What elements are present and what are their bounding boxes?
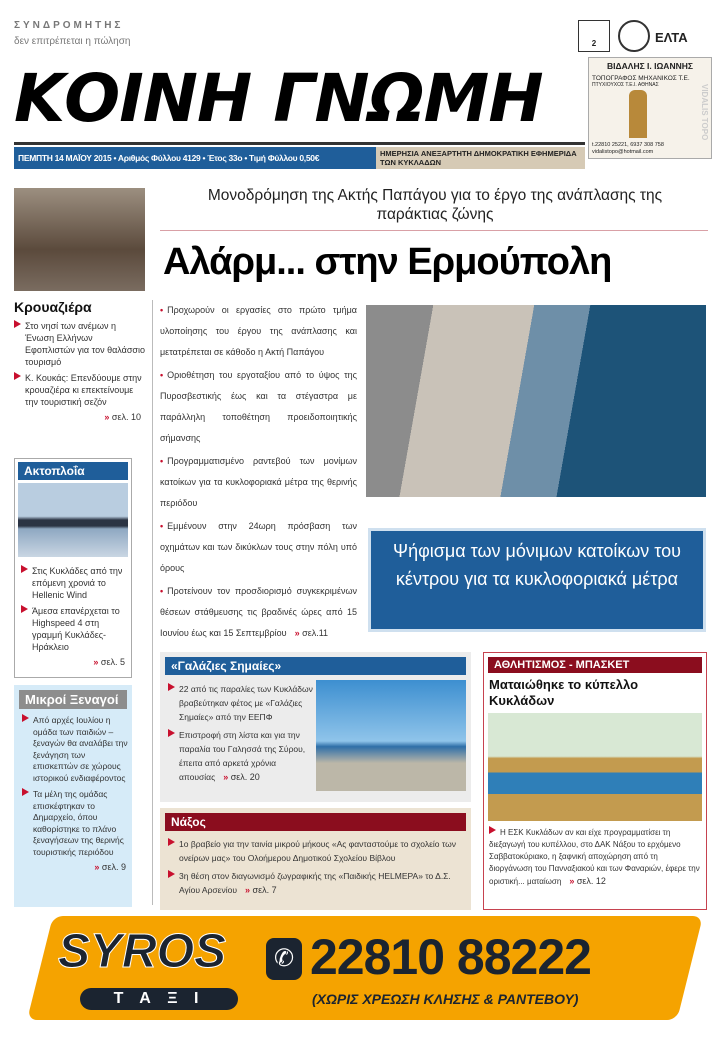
phone-icon: ✆ — [266, 938, 302, 980]
masthead-rule — [14, 142, 585, 145]
basketball-photo — [488, 713, 702, 821]
guides-item[interactable]: Από αρχές Ιουλίου η ομάδα των παιδιών – ξεναγών θα αναλάβει την ξενάγηση των επισκεπτών σε χώρους ιστορικού ενδιαφέροντος — [22, 714, 129, 784]
elta-logo: ΕΛΤΑ — [655, 30, 688, 45]
not-for-sale-label: δεν επιτρέπεται η πώληση — [14, 36, 131, 47]
ad-name: ΒΙΔΑΛΗΣ Ι. ΙΩΑΝΝΗΣ — [607, 61, 693, 71]
ad-phone: t.22810 25221, 6937 308 758 — [592, 142, 664, 148]
main-bullet: • Εμμένουν στην 24ωρη πρόσβαση των οχημάτων και των δικύκλων τους στην πόλη υπό όρους — [160, 516, 357, 579]
ad-email: vidalistopo@hotmail.com — [592, 149, 654, 155]
sports-box — [483, 652, 707, 910]
cruise-section — [14, 298, 145, 422]
cruise-item[interactable]: Κ. Κουκάς: Επενδύουμε στην κρουαζιέρα κι επεκτείνουμε την τουριστική σεζόν — [14, 372, 145, 408]
subscriber-label: ΣΥΝΔΡΟΜΗΤΗΣ — [14, 20, 124, 31]
taxi-note: (ΧΩΡΙΣ ΧΡΕΩΣΗ ΚΛΗΣΗΣ & ΡΑΝΤΕΒΟΥ) — [312, 991, 579, 1007]
arrow-icon — [21, 605, 28, 613]
postage-paid-logo — [578, 20, 610, 52]
arrow-icon — [168, 683, 175, 691]
resolution-box: Ψήφισμα των μόνιμων κατοίκων του κέντρου για τα κυκλοφοριακά μέτρα — [368, 528, 706, 632]
postage-number: 2 — [591, 39, 597, 48]
taxi-phone[interactable]: 22810 88222 — [310, 929, 591, 985]
naxos-item[interactable]: 1ο βραβείο για την ταινία μικρού μήκους «Ας φανταστούμε το σχολείο των ονείρων μας» του Ολοήμερου Δημοτικού Σχολείου Βίβλου — [168, 837, 465, 865]
main-bullet: • Προγραμματισμένο ραντεβού των μονίμων κατοίκων για τα κυκλοφοριακά μέτρα της θερινής περιόδου — [160, 451, 357, 514]
ferries-page-link[interactable]: » σελ. 5 — [93, 657, 125, 667]
arrow-icon — [168, 838, 175, 846]
naxos-item[interactable]: 3η θέση στον διαγωνισμό ζωγραφικής της «Παιδικής HELMEPA» το Δ.Σ. Αγίου Αρσενίου » σελ. 7 — [168, 869, 465, 897]
main-bullet: • Προχωρούν οι εργασίες στο πρώτο τμήμα υλοποίησης του έργου της ανάπλασης και μετατρέπεται σε κάθοδο η Ακτή Παπάγου — [160, 300, 357, 363]
sports-text: Η ΕΣΚ Κυκλάδων αν και είχε προγραμματίσει τη διεξαγωγή του κυπέλλου, στο ΔΑΚ Νάξου το ερχόμενο Σαββατοκύριακο, η ξαφνική αποχώρηση από τη διοργάνωση του Πανναξιακού και των Φαναριών, έφερε την οριστική... ματαίωση — [489, 828, 700, 886]
arrow-icon — [168, 870, 175, 878]
cruise-photo — [14, 188, 145, 291]
ferries-title: Ακτοπλοΐα — [18, 462, 128, 480]
ferries-box — [14, 458, 132, 678]
sports-text-block — [489, 826, 701, 888]
ferries-item[interactable]: Στις Κυκλάδες από την επόμενη χρονιά το Hellenic Wind — [21, 565, 128, 601]
masthead-title: ΚΟΙΝΗ ΓΝΩΜΗ — [14, 60, 543, 137]
arrow-icon — [489, 826, 496, 834]
ad-brand: VIDALIS TOPO — [700, 84, 709, 141]
arrow-icon — [22, 788, 29, 796]
subhead-rule — [160, 230, 708, 231]
blue-flags-title: «Γαλάζιες Σημαίες» — [165, 657, 466, 675]
main-bullet: • Οριοθέτηση του εργοταξίου από το ύψος της Πυροσβεστικής έως και τα στέγαστρα με παράλληλη τοποθέτηση προειδοποιητικής σήμανσης — [160, 365, 357, 449]
arrow-icon — [21, 565, 28, 573]
arrow-icon — [14, 372, 21, 380]
sports-page-link[interactable]: » σελ. 12 — [569, 876, 606, 886]
surveyor-ad — [588, 57, 712, 159]
cruise-page-link[interactable]: » σελ. 10 — [104, 412, 141, 422]
waterfront-photo — [366, 305, 706, 497]
main-subhead: Μονοδρόμηση της Ακτής Παπάγου για το έργο της ανάπλασης της παράκτιας ζώνης — [207, 187, 663, 223]
main-bullet-last — [160, 581, 357, 644]
ad-degree: ΠΤΥΧΙΟΥΧΟΣ Τ.Ε.Ι. ΑΘΗΝΑΣ — [592, 82, 659, 88]
cruise-title: Κρουαζιέρα — [14, 299, 92, 315]
blue-flags-box — [160, 652, 471, 802]
guides-item[interactable]: Τα μέλη της ομάδας επισκέφτηκαν το Δημαρχείο, όπου καθορίστηκε το πλάνο ξεναγήσεων της θερινής τουριστικής περιόδου — [22, 788, 129, 858]
guides-page-link[interactable]: » σελ. 9 — [94, 862, 126, 872]
cruise-item[interactable]: Στο νησί των ανέμων η Ένωση Ελλήνων Εφοπλιστών για τον θαλάσσιο τουρισμό — [14, 320, 145, 368]
surveyor-figure-icon — [629, 90, 647, 138]
main-bullet: Προτείνουν τον προσδιορισμό συγκεκριμένων θέσεων στάθμευσης τις βραδινές ώρες από 15 Ιουνίου έως και 15 Σεπτεμβρίου — [160, 586, 357, 638]
guides-title: Μικροί Ξεναγοί — [19, 690, 127, 709]
sports-section: ΑΘΛΗΤΙΣΜΟΣ - ΜΠΑΣΚΕΤ — [488, 657, 702, 673]
taxi-brand: SYROS — [58, 925, 227, 978]
flags-item[interactable]: Επιστροφή στη λίστα και για την παραλία του Γαλησσά της Σύρου, έπειτα από αρκετά χρόνια απουσίας » σελ. 20 — [168, 728, 313, 784]
dateline: ΠΕΜΠΤΗ 14 ΜΑΪΟΥ 2015 • Αριθμός Φύλλου 4129 • Έτος 33ο • Τιμή Φύλλου 0,50€ — [14, 147, 376, 169]
main-headline: Αλάρμ... στην Ερμούπολη — [163, 241, 612, 283]
main-page-link[interactable]: » σελ.11 — [294, 628, 329, 638]
naxos-box — [160, 808, 471, 910]
column-divider — [152, 300, 153, 905]
taxi-label: Τ Α Ξ Ι — [80, 988, 238, 1010]
naxos-page-link[interactable]: » σελ. 7 — [244, 885, 277, 895]
naxos-title: Νάξος — [165, 813, 466, 831]
flags-item[interactable]: 22 από τις παραλίες των Κυκλάδων βραβεύτηκαν φέτος με «Γαλάζιες Σημαίες» από την ΕΕΠΦ — [168, 682, 313, 724]
flags-page-link[interactable]: » σελ. 20 — [223, 772, 260, 782]
beach-photo — [316, 680, 466, 791]
arrow-icon — [14, 320, 21, 328]
arrow-icon — [168, 729, 175, 737]
seal-logo — [618, 20, 650, 52]
sports-title: Ματαιώθηκε το κύπελλο Κυκλάδων — [489, 677, 639, 708]
ferries-item[interactable]: Άμεσα επανέρχεται το Highspeed 4 στη γραμμή Κυκλάδες-Ηράκλειο — [21, 605, 128, 653]
ad-title: ΤΟΠΟΓΡΑΦΟΣ ΜΗΧΑΝΙΚΟΣ Τ.Ε. — [592, 75, 690, 82]
tagline: ΗΜΕΡΗΣΙΑ ΑΝΕΞΑΡΤΗΤΗ ΔΗΜΟΚΡΑΤΙΚΗ ΕΦΗΜΕΡΙΔΑ ΤΩΝ ΚΥΚΛΑΔΩΝ — [376, 147, 585, 169]
ferry-photo — [18, 483, 128, 557]
guides-box — [14, 685, 132, 907]
arrow-icon — [22, 714, 29, 722]
